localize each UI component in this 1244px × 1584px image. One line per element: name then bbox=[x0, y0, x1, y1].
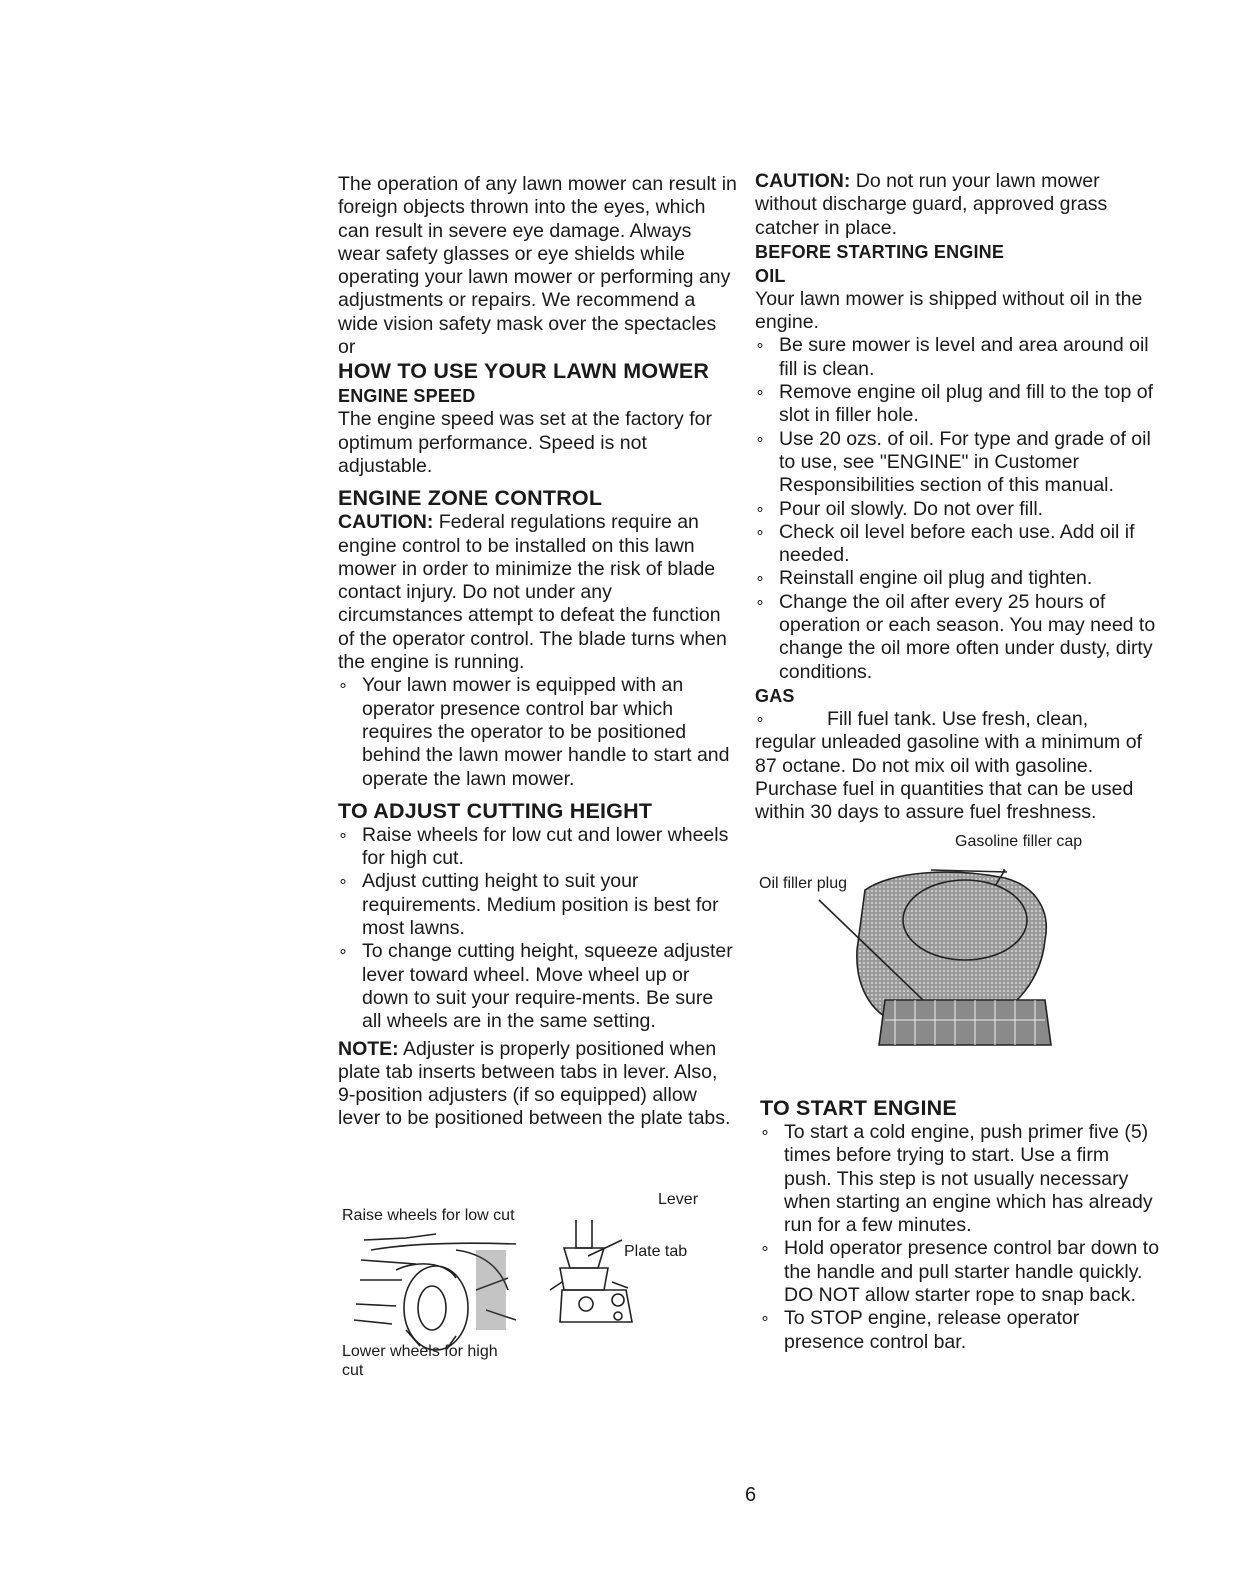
cutting-height-heading: TO ADJUST CUTTING HEIGHT bbox=[338, 798, 653, 823]
cutting-note bbox=[338, 1038, 738, 1131]
oil-intro: Your lawn mower is shipped without oil in the engine. bbox=[755, 287, 1143, 334]
list-item: ∘ Hold operator presence control bar down to the handle and pull starter handle quickly. DO NOT allow starter rope to snap back. bbox=[760, 1237, 1160, 1307]
caution-text: Do not run your lawn mower without discharge guard, approved grass catcher in place. bbox=[755, 170, 1108, 239]
wheel-adjuster-drawing bbox=[336, 1220, 716, 1390]
engine-figure bbox=[755, 830, 1155, 1070]
caution-label: CAUTION: bbox=[755, 170, 851, 192]
oil-heading: OIL bbox=[755, 265, 786, 286]
zone-control-caution bbox=[338, 511, 738, 674]
left-column bbox=[338, 173, 738, 1131]
list-item: ∘ Pour oil slowly. Do not over fill. bbox=[755, 498, 1160, 521]
list-item: ∘ Raise wheels for low cut and lower wheels for high cut. bbox=[338, 824, 738, 871]
engine-drawing bbox=[755, 830, 1155, 1070]
main-heading: HOW TO USE YOUR LAWN MOWER bbox=[338, 359, 710, 384]
raise-wheels-label: Raise wheels for low cut bbox=[342, 1207, 515, 1224]
discharge-caution bbox=[755, 170, 1160, 240]
gas-heading: GAS bbox=[755, 685, 795, 706]
list-item: ∘ Reinstall engine oil plug and tighten. bbox=[755, 567, 1160, 590]
start-engine-heading: TO START ENGINE bbox=[760, 1096, 957, 1120]
list-item: ∘ Check oil level before each use. Add oil if needed. bbox=[755, 521, 1160, 568]
gas-text-rest: regular unleaded gasoline with a minimum of 87 octane. Do not mix oil with gasoline. Purchase fuel in quantities that can be used within 30 days to assure fuel freshness. bbox=[755, 731, 1142, 824]
zone-control-heading: ENGINE ZONE CONTROL bbox=[338, 486, 603, 511]
wheel-adjuster-figure bbox=[336, 1180, 716, 1400]
gas-text-first: Fill fuel tank. Use fresh, clean, bbox=[827, 707, 1089, 730]
gas-first-line bbox=[755, 708, 1160, 731]
list-item: ∘ Use 20 ozs. of oil. For type and grade of oil to use, see "ENGINE" in Customer Responsibilities section of this manual. bbox=[755, 428, 1160, 498]
list-item: ∘ Adjust cutting height to suit your requirements. Medium position is best for most lawns. bbox=[338, 870, 738, 940]
list-item: ∘ To change cutting height, squeeze adjuster lever toward wheel. Move wheel up or down to suit your require-ments. Be sure all wheels are in the same setting. bbox=[338, 940, 738, 1033]
list-item: ∘ Change the oil after every 25 hours of operation or each season. You may need to change the oil more often under dusty, dirty conditions. bbox=[755, 591, 1160, 684]
before-starting-heading: BEFORE STARTING ENGINE bbox=[755, 241, 1005, 262]
page-number: 6 bbox=[745, 1484, 757, 1506]
gas-cap-label: Gasoline filler cap bbox=[955, 833, 1083, 850]
list-item: ∘ To start a cold engine, push primer five (5) times before trying to start. Use a firm push. This step is not usually necessary when starting an engine which has already run for a few minutes. bbox=[760, 1121, 1160, 1237]
note-text: Adjuster is properly positioned when plate tab inserts between tabs in lever. Also, 9-position adjusters (if so equipped) allow lever to be positioned between the plate tabs. bbox=[338, 1037, 731, 1130]
right-column bbox=[755, 170, 1160, 824]
note-label: NOTE: bbox=[338, 1037, 399, 1060]
plate-tab-label: Plate tab bbox=[624, 1243, 688, 1260]
caution-text: Federal regulations require an engine control to be installed on this lawn mower in order to minimize the risk of blade contact injury. Do not under any circumstances attempt to defeat the function of the operator control. The blade turns when the engine is running. bbox=[338, 511, 727, 674]
list-item: ∘ Be sure mower is level and area around oil fill is clean. bbox=[755, 334, 1160, 381]
safety-intro: The operation of any lawn mower can result in foreign objects thrown into the eyes, which can result in severe eye damage. Always wear safety glasses or eye shields while operating your lawn mower or performing any adjustments or repairs. We recommend a wide vision safety mask over the spectacles or bbox=[338, 173, 737, 359]
list-item: ∘ Remove engine oil plug and fill to the top of slot in filler hole. bbox=[755, 381, 1160, 428]
start-engine-section bbox=[760, 1096, 1160, 1354]
lever-label: Lever bbox=[658, 1191, 699, 1208]
engine-speed-heading: ENGINE SPEED bbox=[338, 386, 476, 407]
zone-control-bullet: ∘ Your lawn mower is equipped with an operator presence control bar which requires the operator to be positioned behind the lawn mower handle to start and operate the lawn mower. bbox=[338, 674, 738, 790]
caution-label: CAUTION: bbox=[338, 511, 434, 534]
oil-plug-label: Oil filler plug bbox=[759, 875, 848, 892]
engine-speed-text: The engine speed was set at the factory for optimum performance. Speed is not adjustable. bbox=[338, 408, 712, 477]
list-item: ∘ To STOP engine, release operator presence control bar. bbox=[760, 1307, 1160, 1354]
lower-wheels-label: Lower wheels for high cut bbox=[342, 1343, 498, 1379]
